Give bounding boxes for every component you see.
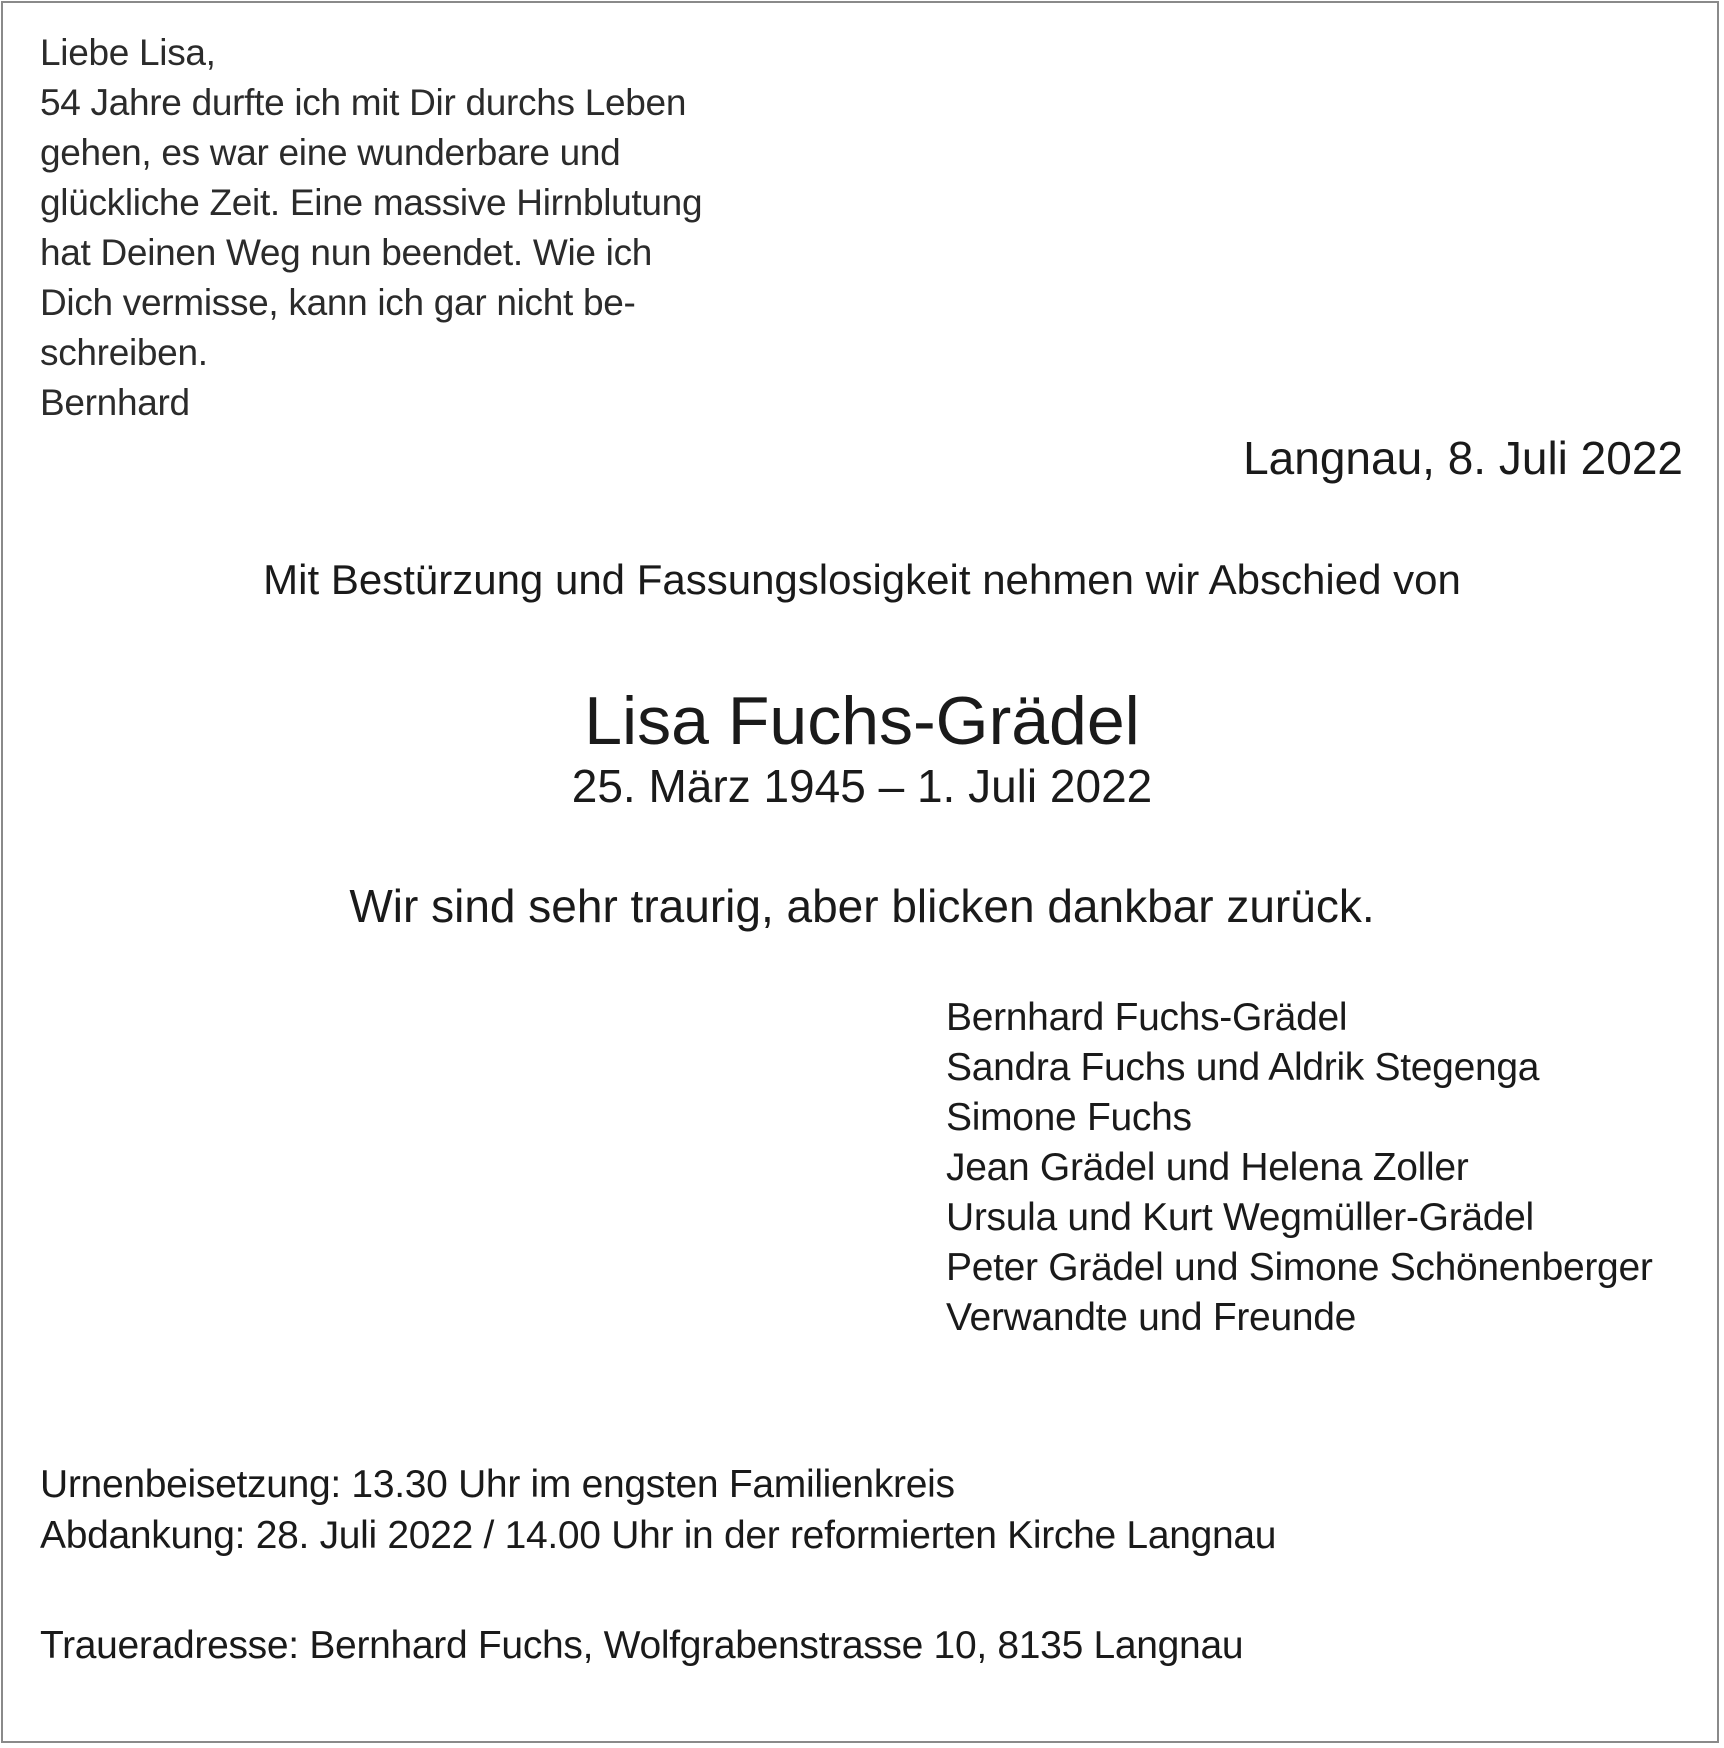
intro-text: Mit Bestürzung und Fassungslosigkeit nehmen wir Abschied von: [263, 556, 1461, 603]
life-dates: 25. März 1945 – 1. Juli 2022: [571, 760, 1153, 812]
letter-signature: Bernhard: [40, 382, 190, 423]
place-date: Langnau, 8. Juli 2022: [1243, 432, 1683, 484]
mourner-entry: Jean Grädel und Helena Zoller: [946, 1146, 1469, 1189]
memorial-service-info: Abdankung: 28. Juli 2022 / 14.00 Uhr in der reformierten Kirche Langnau: [40, 1514, 1277, 1557]
letter-line: hat Deinen Weg nun beendet. Wie ich: [40, 232, 653, 273]
letter-line: Liebe Lisa,: [40, 32, 216, 73]
urn-burial-info: Urnenbeisetzung: 13.30 Uhr im engsten Familienkreis: [40, 1463, 955, 1506]
motto-text: Wir sind sehr traurig, aber blicken dankbar zurück.: [349, 880, 1375, 932]
mourners-list: [946, 993, 1653, 1343]
letter-line: schreiben.: [40, 332, 208, 373]
mourner-entry: Sandra Fuchs und Aldrik Stegenga: [946, 1046, 1540, 1089]
letter-line: gehen, es war eine wunderbare und: [40, 132, 621, 173]
letter-line: Dich vermisse, kann ich gar nicht be-: [40, 282, 636, 323]
mourner-entry: Bernhard Fuchs-Grädel: [946, 996, 1348, 1039]
mourner-entry: Ursula und Kurt Wegmüller-Grädel: [946, 1196, 1534, 1239]
letter-line: glückliche Zeit. Eine massive Hirnblutung: [40, 182, 703, 223]
mourner-entry: Verwandte und Freunde: [946, 1296, 1356, 1339]
mourning-address: Traueradresse: Bernhard Fuchs, Wolfgrabenstrasse 10, 8135 Langnau: [40, 1624, 1244, 1667]
deceased-name: Lisa Fuchs-Grädel: [584, 683, 1140, 759]
service-info: [40, 1459, 1276, 1561]
mourner-entry: Peter Grädel und Simone Schönenberger: [946, 1246, 1653, 1289]
personal-letter: [40, 28, 702, 428]
mourner-entry: Simone Fuchs: [946, 1096, 1192, 1139]
letter-line: 54 Jahre durfte ich mit Dir durchs Leben: [40, 82, 687, 123]
